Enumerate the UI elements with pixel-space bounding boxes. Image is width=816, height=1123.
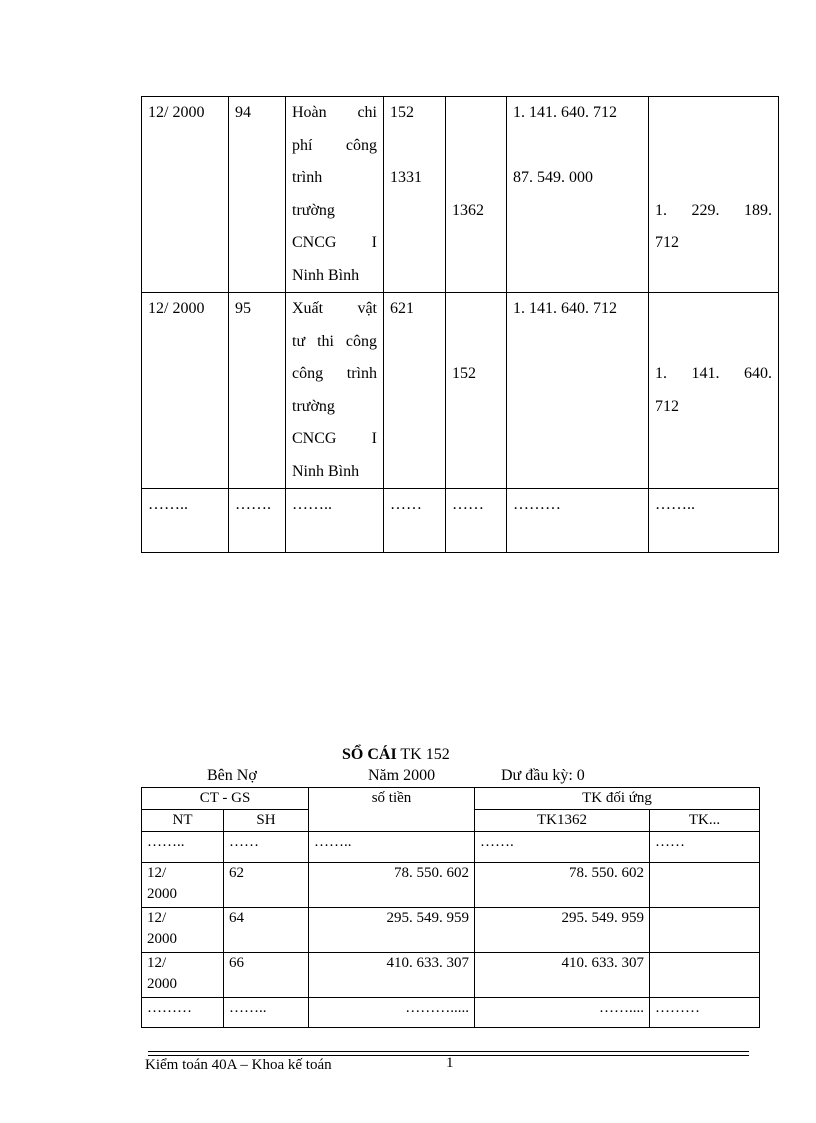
footer-text: Kiểm toán 40A – Khoa kế toán: [145, 1057, 332, 1073]
header-row: [142, 788, 760, 810]
date-cell: [142, 863, 224, 908]
number-cell: 95: [229, 293, 286, 489]
amount-cell: 410. 633. 307: [309, 953, 475, 998]
table-row: [142, 489, 779, 553]
total-line: 1. 141. 640.: [655, 365, 772, 382]
ledger-title-rest: TK 152: [396, 746, 450, 763]
amount-cell: 295. 549. 959: [309, 908, 475, 953]
date-cell: [142, 908, 224, 953]
year-label: Năm 2000: [368, 767, 436, 784]
number-cell: 94: [229, 97, 286, 293]
credit-account: 152: [452, 365, 476, 382]
counter-account-header: TK đối ứng: [475, 788, 760, 810]
date-cell: 12/ 2000: [142, 97, 229, 293]
sh-cell: 66: [224, 953, 309, 998]
ct-gs-header: CT - GS: [142, 788, 309, 810]
tk1362-header: TK1362: [475, 810, 650, 832]
table-row: [142, 97, 779, 293]
date-line: 12/: [147, 955, 167, 971]
description-line: trường: [292, 397, 335, 415]
amount-cell: 78. 550. 602: [309, 863, 475, 908]
tk-other-header: TK...: [650, 810, 760, 832]
table-row: [142, 832, 760, 863]
description-line: tư thi công: [292, 332, 377, 350]
ellipsis-cell: ……: [446, 489, 507, 553]
total-line: 712: [655, 397, 679, 415]
credit-account: 1362: [452, 201, 484, 219]
footer-rule: [148, 1051, 749, 1052]
date-cell: [142, 953, 224, 998]
table-row: [142, 998, 760, 1028]
ellipsis-cell: ………: [142, 998, 224, 1028]
date-line: 12/: [147, 865, 167, 881]
debit-account-cell: [384, 293, 446, 489]
tk-other-cell: [650, 863, 760, 908]
tk-other-cell: [650, 953, 760, 998]
ellipsis-cell: …….: [229, 489, 286, 553]
page-number: 1: [446, 1055, 454, 1071]
amount-cell: [507, 293, 649, 489]
description-line: trình: [292, 169, 323, 186]
side-label: Bên Nợ: [207, 767, 257, 784]
ellipsis-cell: ……..: [142, 489, 229, 553]
tk1362-cell: 295. 549. 959: [475, 908, 650, 953]
ellipsis-cell: ………: [507, 489, 649, 553]
total-cell: [649, 293, 779, 489]
sh-cell: 64: [224, 908, 309, 953]
ellipsis-cell: ……..: [309, 832, 475, 863]
tk1362-cell: 78. 550. 602: [475, 863, 650, 908]
debit-account: 152: [390, 104, 414, 121]
table-row: [142, 863, 760, 908]
amount: 87. 549. 000: [513, 169, 593, 186]
description-line: Xuất vật: [292, 300, 377, 317]
debit-account-cell: [384, 97, 446, 293]
ellipsis-cell: ………: [650, 998, 760, 1028]
ledger-table: [141, 787, 760, 1028]
debit-account: 621: [390, 300, 414, 317]
opening-balance: Dư đầu kỳ: 0: [501, 767, 585, 784]
description-line: công trình: [292, 365, 377, 382]
ledger-title: [342, 746, 450, 764]
ellipsis-cell: ……: [384, 489, 446, 553]
description-line: Hoàn chi: [292, 104, 377, 121]
amount-cell: [507, 97, 649, 293]
description-line: trường: [292, 201, 335, 219]
table-row: [142, 293, 779, 489]
nt-header: NT: [142, 810, 224, 832]
voucher-table: [141, 96, 779, 553]
description-line: phí công: [292, 136, 377, 154]
ellipsis-cell: ……..: [142, 832, 224, 863]
ellipsis-cell: ……..: [649, 489, 779, 553]
date-cell: 12/ 2000: [142, 293, 229, 489]
description-line: CNCG I: [292, 234, 377, 251]
ellipsis-cell: ……….....: [309, 998, 475, 1028]
sh-cell: 62: [224, 863, 309, 908]
tk-other-cell: [650, 908, 760, 953]
ledger-title-bold: SỔ CÁI: [342, 746, 397, 763]
credit-account-cell: [446, 293, 507, 489]
ellipsis-cell: ……....: [475, 998, 650, 1028]
ellipsis-cell: …….: [475, 832, 650, 863]
debit-account: 1331: [390, 169, 422, 186]
date-line: 2000: [147, 976, 177, 992]
date-line: 2000: [147, 886, 177, 902]
description-line: Ninh Bình: [292, 266, 360, 284]
ellipsis-cell: ……..: [224, 998, 309, 1028]
sh-header: SH: [224, 810, 309, 832]
ellipsis-cell: ……: [650, 832, 760, 863]
date-line: 12/: [147, 910, 167, 926]
table-row: [142, 953, 760, 998]
description-cell: [286, 97, 384, 293]
description-line: Ninh Bình: [292, 462, 360, 480]
credit-account-cell: [446, 97, 507, 293]
amount: 1. 141. 640. 712: [513, 300, 617, 317]
total-cell: [649, 97, 779, 293]
ellipsis-cell: ……..: [286, 489, 384, 553]
table-row: [142, 908, 760, 953]
total-line: 1. 229. 189.: [655, 201, 772, 219]
amount: 1. 141. 640. 712: [513, 104, 617, 121]
total-line: 712: [655, 234, 679, 251]
date-line: 2000: [147, 931, 177, 947]
amount-header: số tiền: [309, 788, 475, 832]
ellipsis-cell: ……: [224, 832, 309, 863]
description-cell: [286, 293, 384, 489]
tk1362-cell: 410. 633. 307: [475, 953, 650, 998]
description-line: CNCG I: [292, 430, 377, 447]
